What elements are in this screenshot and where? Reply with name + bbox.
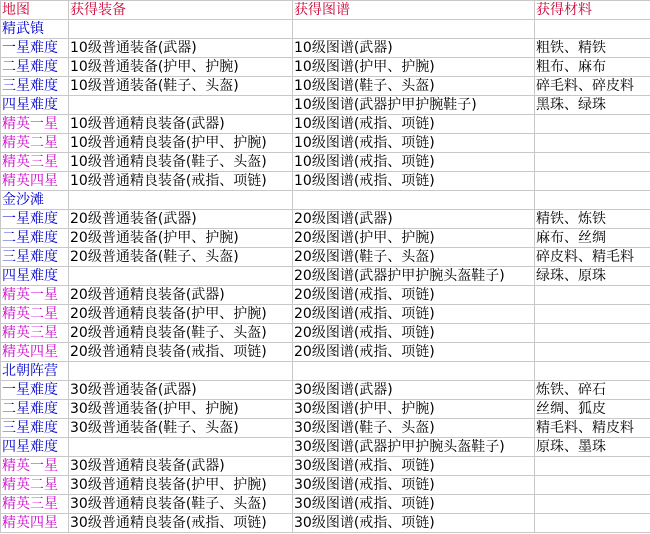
material-cell: [535, 457, 650, 476]
recipe-cell: 10级图谱(鞋子、头盔): [293, 77, 535, 96]
equip-cell: 30级普通精良装备(护甲、护腕): [69, 476, 293, 495]
difficulty-cell: 二星难度: [1, 58, 69, 77]
material-cell: [535, 514, 650, 533]
material-cell: [535, 324, 650, 343]
header-recipe: 获得图谱: [293, 1, 535, 20]
equip-cell: 30级普通精良装备(武器): [69, 457, 293, 476]
header-map: 地图: [1, 1, 69, 20]
equip-cell: 20级普通装备(护甲、护腕): [69, 229, 293, 248]
material-cell: 麻布、丝绸: [535, 229, 650, 248]
difficulty-cell: 二星难度: [1, 400, 69, 419]
material-cell: [535, 286, 650, 305]
difficulty-cell: 精英四星: [1, 343, 69, 362]
equip-cell: 10级普通装备(鞋子、头盔): [69, 77, 293, 96]
equip-cell: 30级普通装备(护甲、护腕): [69, 400, 293, 419]
equip-cell: 10级普通精良装备(鞋子、头盔): [69, 153, 293, 172]
recipe-cell: 10级图谱(护甲、护腕): [293, 58, 535, 77]
section-row: [1, 362, 650, 381]
difficulty-cell: 一星难度: [1, 39, 69, 58]
difficulty-cell: 精英三星: [1, 495, 69, 514]
recipe-cell: 10级图谱(戒指、项链): [293, 153, 535, 172]
table-row: [1, 96, 650, 115]
material-cell: 原珠、墨珠: [535, 438, 650, 457]
section-blank-recipe: [293, 20, 535, 39]
equip-cell: [69, 96, 293, 115]
header-equip: 获得装备: [69, 1, 293, 20]
equip-cell: 20级普通精良装备(戒指、项链): [69, 343, 293, 362]
section-blank-recipe: [293, 362, 535, 381]
header-row: [1, 1, 650, 20]
recipe-cell: 20级图谱(护甲、护腕): [293, 229, 535, 248]
section-name: 金沙滩: [1, 191, 69, 210]
table-row: [1, 419, 650, 438]
material-cell: 碎毛料、碎皮料: [535, 77, 650, 96]
material-cell: 碎皮料、精毛料: [535, 248, 650, 267]
equip-cell: 20级普通装备(鞋子、头盔): [69, 248, 293, 267]
equip-cell: 20级普通精良装备(鞋子、头盔): [69, 324, 293, 343]
recipe-cell: 30级图谱(武器): [293, 381, 535, 400]
material-cell: [535, 495, 650, 514]
difficulty-cell: 精英二星: [1, 305, 69, 324]
section-blank-equip: [69, 362, 293, 381]
material-cell: 丝绸、狐皮: [535, 400, 650, 419]
material-cell: 绿珠、原珠: [535, 267, 650, 286]
difficulty-cell: 四星难度: [1, 96, 69, 115]
recipe-cell: 30级图谱(护甲、护腕): [293, 400, 535, 419]
table-row: [1, 39, 650, 58]
equip-cell: 20级普通装备(武器): [69, 210, 293, 229]
difficulty-cell: 三星难度: [1, 419, 69, 438]
difficulty-cell: 精英四星: [1, 172, 69, 191]
section-blank-equip: [69, 191, 293, 210]
table-row: [1, 115, 650, 134]
equip-cell: 20级普通精良装备(护甲、护腕): [69, 305, 293, 324]
difficulty-cell: 精英一星: [1, 115, 69, 134]
table-row: [1, 324, 650, 343]
difficulty-cell: 精英二星: [1, 476, 69, 495]
difficulty-cell: 精英一星: [1, 457, 69, 476]
equip-cell: 10级普通精良装备(武器): [69, 115, 293, 134]
difficulty-cell: 精英二星: [1, 134, 69, 153]
table-row: [1, 305, 650, 324]
table-row: [1, 134, 650, 153]
equip-cell: [69, 438, 293, 457]
section-blank-equip: [69, 20, 293, 39]
recipe-cell: 20级图谱(武器护甲护腕头盔鞋子): [293, 267, 535, 286]
table-row: [1, 77, 650, 96]
table-row: [1, 343, 650, 362]
difficulty-cell: 精英四星: [1, 514, 69, 533]
equip-cell: 30级普通精良装备(鞋子、头盔): [69, 495, 293, 514]
material-cell: [535, 476, 650, 495]
material-cell: 炼铁、碎石: [535, 381, 650, 400]
material-cell: [535, 134, 650, 153]
difficulty-cell: 精英三星: [1, 324, 69, 343]
table-row: [1, 476, 650, 495]
section-row: [1, 191, 650, 210]
difficulty-cell: 二星难度: [1, 229, 69, 248]
table-row: [1, 229, 650, 248]
section-row: [1, 20, 650, 39]
section-blank-recipe: [293, 191, 535, 210]
equip-cell: 10级普通精良装备(戒指、项链): [69, 172, 293, 191]
table-row: [1, 400, 650, 419]
table-row: [1, 210, 650, 229]
equip-cell: 30级普通精良装备(戒指、项链): [69, 514, 293, 533]
recipe-cell: 20级图谱(戒指、项链): [293, 343, 535, 362]
recipe-cell: 10级图谱(戒指、项链): [293, 134, 535, 153]
table-row: [1, 514, 650, 533]
recipe-cell: 30级图谱(戒指、项链): [293, 495, 535, 514]
equip-cell: [69, 267, 293, 286]
recipe-cell: 20级图谱(戒指、项链): [293, 305, 535, 324]
table-row: [1, 457, 650, 476]
equip-cell: 30级普通装备(鞋子、头盔): [69, 419, 293, 438]
table-row: [1, 248, 650, 267]
material-cell: 粗布、麻布: [535, 58, 650, 77]
equip-cell: 10级普通精良装备(护甲、护腕): [69, 134, 293, 153]
section-blank-material: [535, 362, 650, 381]
difficulty-cell: 四星难度: [1, 438, 69, 457]
material-cell: 黑珠、绿珠: [535, 96, 650, 115]
recipe-cell: 30级图谱(戒指、项链): [293, 514, 535, 533]
difficulty-cell: 四星难度: [1, 267, 69, 286]
recipe-cell: 10级图谱(戒指、项链): [293, 172, 535, 191]
table-row: [1, 381, 650, 400]
material-cell: [535, 153, 650, 172]
difficulty-cell: 一星难度: [1, 210, 69, 229]
material-cell: [535, 115, 650, 134]
difficulty-cell: 三星难度: [1, 77, 69, 96]
recipe-cell: 30级图谱(戒指、项链): [293, 457, 535, 476]
recipe-cell: 10级图谱(武器): [293, 39, 535, 58]
table-row: [1, 153, 650, 172]
table-row: [1, 286, 650, 305]
drop-table-body: [1, 1, 650, 533]
table-row: [1, 438, 650, 457]
difficulty-cell: 三星难度: [1, 248, 69, 267]
material-cell: 粗铁、精铁: [535, 39, 650, 58]
recipe-cell: 20级图谱(武器): [293, 210, 535, 229]
recipe-cell: 10级图谱(武器护甲护腕鞋子): [293, 96, 535, 115]
section-name: 精武镇: [1, 20, 69, 39]
section-blank-material: [535, 191, 650, 210]
recipe-cell: 30级图谱(武器护甲护腕头盔鞋子): [293, 438, 535, 457]
difficulty-cell: 精英一星: [1, 286, 69, 305]
equip-cell: 20级普通精良装备(武器): [69, 286, 293, 305]
section-name: 北朝阵营: [1, 362, 69, 381]
material-cell: 精毛料、精皮料: [535, 419, 650, 438]
recipe-cell: 20级图谱(鞋子、头盔): [293, 248, 535, 267]
recipe-cell: 20级图谱(戒指、项链): [293, 324, 535, 343]
equip-cell: 30级普通装备(武器): [69, 381, 293, 400]
recipe-cell: 10级图谱(戒指、项链): [293, 115, 535, 134]
table-row: [1, 267, 650, 286]
equip-cell: 10级普通装备(武器): [69, 39, 293, 58]
section-blank-material: [535, 20, 650, 39]
table-row: [1, 58, 650, 77]
material-cell: 精铁、炼铁: [535, 210, 650, 229]
table-row: [1, 495, 650, 514]
difficulty-cell: 一星难度: [1, 381, 69, 400]
equip-cell: 10级普通装备(护甲、护腕): [69, 58, 293, 77]
recipe-cell: 30级图谱(戒指、项链): [293, 476, 535, 495]
table-row: [1, 172, 650, 191]
recipe-cell: 30级图谱(鞋子、头盔): [293, 419, 535, 438]
material-cell: [535, 343, 650, 362]
material-cell: [535, 172, 650, 191]
header-material: 获得材料: [535, 1, 650, 20]
difficulty-cell: 精英三星: [1, 153, 69, 172]
material-cell: [535, 305, 650, 324]
recipe-cell: 20级图谱(戒指、项链): [293, 286, 535, 305]
